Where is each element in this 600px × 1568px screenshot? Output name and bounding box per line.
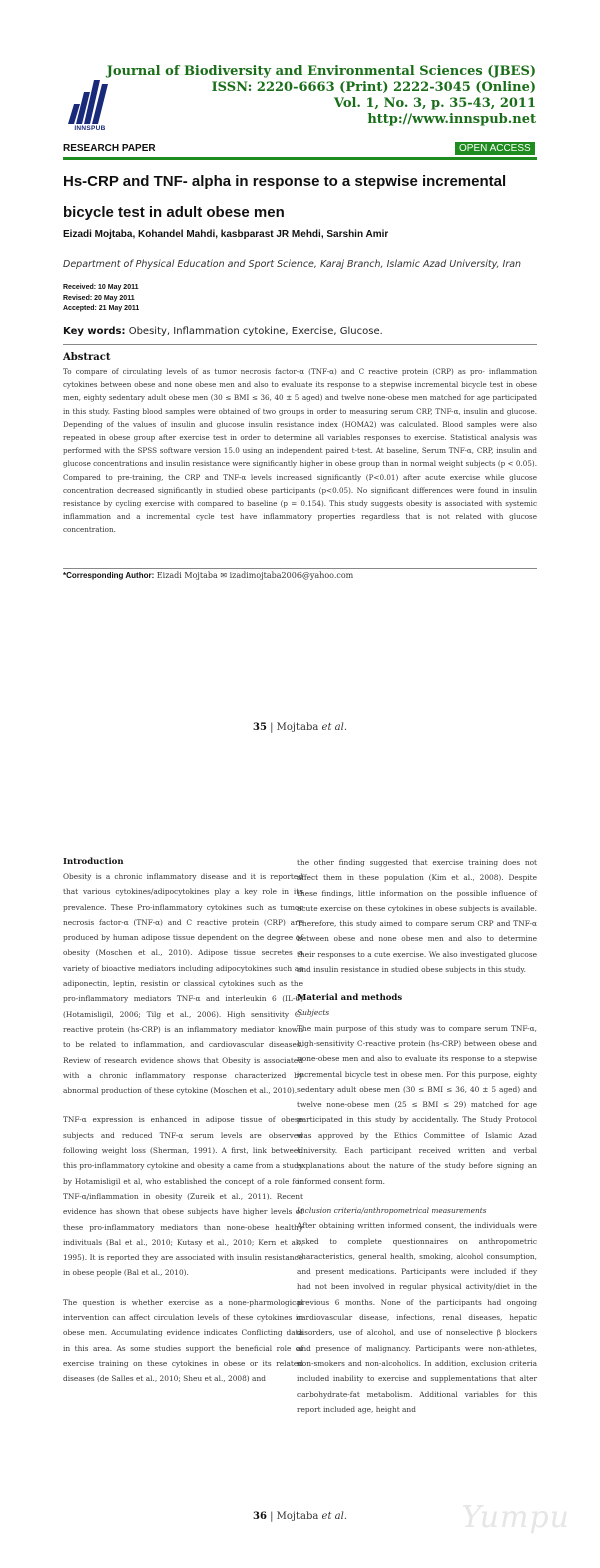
- methods-paragraph: After obtaining written informed consent, the individuals were asked to complete questionnaires on anthropometric characteristics, general health, smoking, alcohol consumption, and present medications. Participants were included if they had not been involved in regular physical activity/diet in the previous 6 months. None of the participants had ongoing cardiovascular disease, infections, renal diseases, hepatic disorders, use of alcohol, and use of nonselective β blockers and presence of malignancy. Participants were non-athletes, non-smokers and non-alcoholics. In addition, exclusion criteria included inability to exercise and supplementations that alter carbohydrate-fat metabolism. Additional variables for this report included age, height and: [297, 1221, 537, 1414]
- paper-title: Hs-CRP and TNF- alpha in response to a stepwise incremental bicycle test in adult obese men: [63, 173, 507, 221]
- keywords-list: Obesity, Inflammation cytokine, Exercise, Glucose.: [128, 326, 383, 337]
- corresponding-author: [63, 571, 353, 580]
- accepted-date: Accepted: 21 May 2011: [63, 305, 140, 312]
- methods-heading: Material and methods: [297, 993, 403, 1004]
- abstract-divider-bottom: [63, 568, 537, 569]
- page-number: 36: [252, 1511, 267, 1522]
- left-column: [63, 855, 303, 1401]
- open-access-badge: OPEN ACCESS: [455, 142, 535, 155]
- intro-heading: Introduction: [63, 857, 124, 867]
- intro-paragraph: The question is whether exercise as a none-pharmological intervention can affect circulation levels of these cytokines in obese men. Accumulating evidence indicates Conflicting data in this area. As some studies support the beneficial role of exercise training on these cytokines in obese or its related diseases (de Salles et al., 2010; Sheu et al., 2008) and: [63, 1297, 303, 1384]
- journal-issn: ISSN: 2220-6663 (Print) 2222-3045 (Online): [211, 80, 536, 95]
- abstract-text: To compare of circulating levels of as tumor necrosis factor-α (TNF-α) and C reactive protein (CRP) as pro- inflammation cytokines between obese and none obese men and also to evaluate its response to a stepwise incremental bicycle test in obese men, eighty sedentary adult obese men (30 ≤ BMI ≤ 36, 40 ± 5 aged) and twelve none-obese men matched for age participated in this study. Fasting blood samples were obtained of two groups in order to measuring serum CRP, TNF-α, insulin and glucose. Depending of the values of insulin and glucose insulin resistance index (HOMA2) was calculated. Blood samples were also repeated in obese group after exercise test in order to determine all variables responses to exercise. Statistical analysis was performed with the SPSS software version 15.0 using an independent paired t-test. At baseline, Serum TNF-α, CRP, insulin and glucose concentrations and insulin resistance were significantly higher in obese group than in normal weight subjects (p < 0.05). Compared to pre-training, the CRP and TNF-α levels increased significantly (P<0.01) after acute exercise while glucose concentration decreased significantly in studied obese participants (p<0.05). No significant differences were found in insulin resistance by cycling exercise with compared to baseline (p = 0.154). This study suggests obesity is associated with systemic inflammation and a incremental cycle test have inflammatory properties regardless that is not related with glucose concentration.: [63, 367, 537, 535]
- envelope-icon: ✉: [220, 571, 228, 580]
- paper-affiliation: Department of Physical Education and Sport Science, Karaj Branch, Islamic Azad University, Iran: [63, 259, 522, 270]
- page-number: 35: [252, 722, 267, 733]
- running-etal: et al.: [321, 722, 348, 733]
- corresponding-email[interactable]: izadimojtaba2006@yahoo.com: [229, 571, 354, 580]
- section-label: RESEARCH PAPER: [63, 143, 156, 154]
- methods-paragraph: The main purpose of this study was to compare serum TNF-α, high-sensitivity C-reactive protein (hs-CRP) between obese and none-obese men and also to evaluate its response to a stepwise incremental bicycle test in obese men. For this purpose, eighty sedentary adult obese men (30 ≤ BMI ≤ 36, 40 ± 5 aged) and twelve none-obese men (25 ≤ BMI ≤ 29) matched for age participated in this study by accidentally. The Study Protocol was approved by the Ethics Committee of Islamic Azad University. Each participant received written and verbal explanations about the nature of the study before signing an informed consent form.: [297, 1023, 537, 1186]
- watermark: Yumpu: [461, 1500, 570, 1535]
- corresponding-name: Eizadi Mojtaba: [156, 571, 218, 580]
- header-divider: [63, 157, 537, 160]
- abstract-heading: Abstract: [63, 352, 111, 363]
- right-column: [297, 855, 537, 1431]
- page-footer-1: [0, 722, 600, 733]
- subjects-heading: Subjects: [297, 1008, 330, 1018]
- publisher-logo-text: INNSPUB: [74, 125, 106, 132]
- keywords-label: Key words:: [63, 326, 126, 337]
- running-author: | Mojtaba: [270, 722, 319, 733]
- running-author: | Mojtaba: [270, 1511, 319, 1522]
- abstract-divider-top: [63, 344, 537, 345]
- intro-paragraph: TNF-α expression is enhanced in adipose tissue of obese subjects and reduced TNF-α serum levels are observed following weight loss (Sherman, 1991). A first, link between this pro-inflammatory cytokine and obesity a came from a study by Hotamisligil et al, who established the concept of a role for TNF-α/inflammation in obesity (Zureik et al., 2011). Recent evidence has shown that obese subjects have higher levels of these pro-inflammatory mediators than none-obese healthy indivituals (Bal et al., 2010; Kutasy et al., 2010; Kern et al., 1995). It is reported they are associated with insulin resistance in obese people (Bal et al., 2010).: [63, 1115, 303, 1278]
- paper-authors: Eizadi Mojtaba, Kohandel Mahdi, kasbparast JR Mehdi, Sarshin Amir: [63, 229, 389, 240]
- intro-paragraph: the other finding suggested that exercise training does not affect them in these population (Kim et al., 2008). Despite these findings, little information on the possible influence of acute exercise on these cytokines in obese subjects is available. Therefore, this study aimed to compare serum CRP and TNF-α between obese and none obese men and also to determine their responses to a cute exercise. We also investigated glucose and insulin resistance in studied obese subjects in this study.: [297, 858, 537, 975]
- inclusion-heading: Inclusion criteria/anthropometrical measurements: [297, 1205, 487, 1215]
- running-etal: et al.: [321, 1511, 348, 1522]
- intro-paragraph: Obesity is a chronic inflammatory disease and it is reported that various cytokines/adipocytokines play a key role in its prevalence. These Pro-inflammatory cytokines such as tumor necrosis factor-α (TNF-α) and C reactive protein (CRP) are produced by human adipose tissue dependent on the degree of obesity (Moschen et al., 2010). Adipose tissue secretes a variety of bioactive mediators including adipocytokines such as adiponectin, leptin, resistin or classical cytokines such as the pro-inflammatory mediators TNF-α and interleukin 6 (IL-6) (Hotamisligil, 2006; Tilg et al., 2006). High sensitivity C-reactive protein (hs-CRP) is an inflammatory mediator known to be related to inflammation, and cardiovascular diseases. Review of research evidence shows that Obesity is associated with a chronic inflammatory response characterized by abnormal production of these cytokine (Moschen et al., 2010).: [63, 872, 303, 1096]
- journal-name: Journal of Biodiversity and Environmental Sciences (JBES): [106, 64, 536, 79]
- journal-volume: Vol. 1, No. 3, p. 35-43, 2011: [333, 96, 536, 111]
- journal-url[interactable]: http://www.innspub.net: [367, 112, 536, 127]
- revised-date: Revised: 20 May 2011: [63, 294, 135, 302]
- received-date: Received: 10 May 2011: [63, 284, 139, 291]
- paper-dates: [63, 283, 139, 315]
- corresponding-label: *Corresponding Author:: [63, 571, 155, 580]
- keywords: [63, 326, 383, 337]
